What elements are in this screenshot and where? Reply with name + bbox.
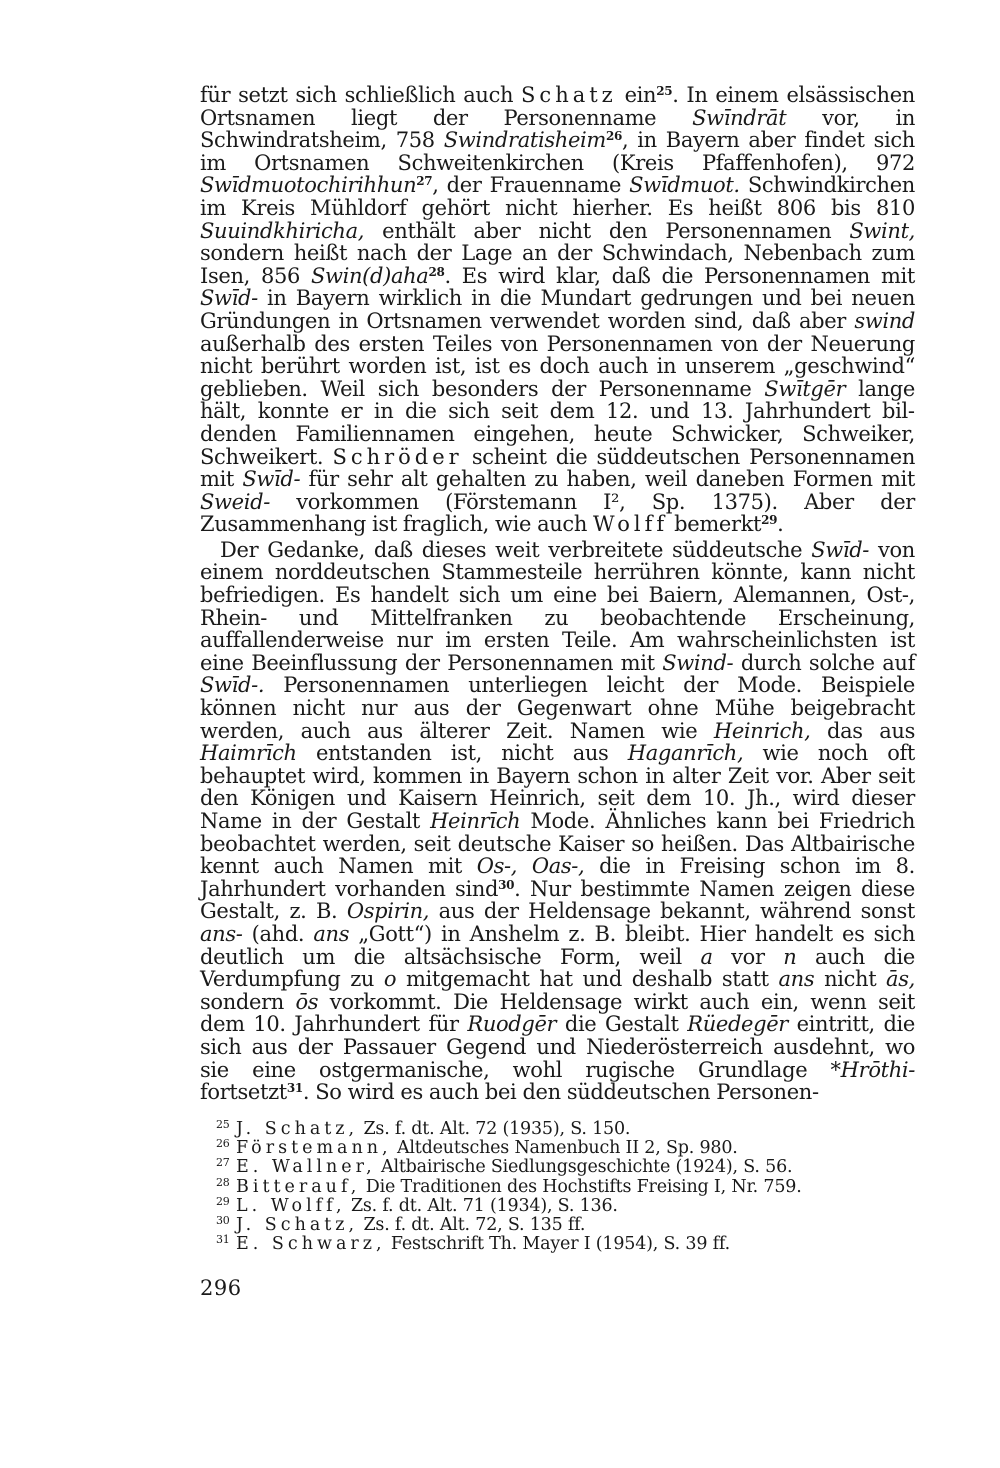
footnote-author: E. Wallner,: [236, 1157, 376, 1178]
italic-term: Swīd-: [242, 467, 301, 492]
text-run: .: [777, 512, 784, 537]
italic-term: a: [700, 944, 713, 969]
text-run: die in Freising schon im 8. Jahrhundert vorhanden sind: [200, 854, 915, 901]
text-run: (ahd.: [242, 921, 314, 946]
footnote-text: Altdeutsches Namenbuch II 2, Sp. 980.: [391, 1138, 738, 1159]
italic-term: swind: [854, 308, 915, 333]
text-run: für setzt sich schließlich auch: [200, 83, 522, 107]
italic-term: ans-: [200, 921, 243, 946]
spaced-author-name: Schröder: [332, 444, 463, 469]
text-run: vorkommen (Förstemann I², Sp. 1375). Aber der Zusammenhang ist fraglich, wie auch: [200, 489, 915, 537]
footnote: 31 E. Schwarz, Festschrift Th. Mayer I (1954), S. 39 ff.: [216, 1233, 730, 1255]
text-run: vor, in Schwindratsheim, 758: [200, 105, 916, 153]
text-run: lange hält, konnte er in die sich seit dem 12. und 13. Jahrhundert bildenden Familiennamen eingehen, heute Schwicker, Schweiker, Schweikert.: [200, 376, 915, 469]
footnote: 29 L. Wolff, Zs. f. dt. Alt. 71 (1934), S. 136.: [216, 1194, 618, 1216]
text-run: fortsetzt: [200, 1080, 287, 1105]
footnote-text: Die Traditionen des Hochstifts Freising I, Nr. 759.: [360, 1176, 802, 1197]
italic-term: Os-, Oas-,: [476, 854, 585, 879]
footnote-author: Förstemann,: [236, 1138, 392, 1159]
text-run: sondern: [200, 989, 296, 1014]
italic-term: Swin(d)aha: [310, 263, 429, 288]
italic-term: Swīd-: [200, 286, 258, 311]
text-run: durch solche auf: [733, 650, 915, 675]
italic-term: o: [383, 967, 397, 992]
text-run: nicht: [814, 967, 887, 992]
italic-term: ās,: [886, 967, 915, 992]
footnote: 27 E. Wallner, Altbairische Siedlungsgeschichte (1924), S. 56.: [216, 1156, 793, 1178]
text-run: in Bayern wirklich in die Mundart gedrungen und bei neuen Gründungen in Ortsnamen verwendet worden sind, daß aber: [200, 286, 915, 333]
footnote-ref: 25: [656, 84, 673, 98]
text-run: bemerkt: [668, 512, 762, 537]
text-run: vor: [712, 944, 784, 969]
italic-term: ans: [313, 921, 350, 946]
italic-term: Sweid-: [200, 489, 270, 514]
text-run: . In einem elsässischen Ortsnamen liegt der Personenname: [200, 83, 915, 130]
italic-term: Haimrīch: [200, 741, 297, 766]
italic-term: ōs: [295, 989, 319, 1014]
spaced-author-name: Wolff: [593, 512, 669, 537]
text-run: enthält aber nicht den Personennamen: [364, 218, 850, 243]
italic-term: Haganrīch,: [627, 741, 744, 766]
text-run: , in Bayern aber findet sich im Ortsnamen Schweitenkirchen (Kreis Pfaffenhofen), 972: [200, 128, 915, 175]
text-run: scheint die süddeutschen Personennamen mit: [200, 444, 915, 492]
text-run: entstanden ist, nicht aus: [296, 741, 628, 766]
footnote: 30 J. Schatz, Zs. f. dt. Alt. 72, S. 135 ff.: [216, 1214, 586, 1236]
italic-term: ans: [778, 967, 815, 992]
text-run: auch die Verdumpfung zu: [200, 944, 915, 992]
italic-term: Heinrīch: [430, 809, 521, 833]
text-run: für sehr alt gehalten zu haben, weil daneben Formen mit: [300, 467, 915, 492]
text-run: , der Frauenname: [432, 173, 630, 198]
italic-term: Swindratisheim: [443, 128, 606, 153]
footnote-author: E. Schwarz,: [236, 1234, 386, 1255]
footnote-author: Bitterauf,: [236, 1176, 361, 1197]
text-run: ein: [616, 83, 657, 107]
body-text: [200, 84, 915, 1104]
italic-term: Suuindkhiricha,: [200, 218, 365, 243]
italic-term: Heinrich,: [713, 718, 811, 743]
footnote-text: Zs. f. dt. Alt. 72 (1935), S. 150.: [358, 1119, 631, 1139]
footnote: 28 Bitterauf, Die Traditionen des Hochstifts Freising I, Nr. 759.: [216, 1175, 802, 1197]
text-run: . So wird es auch bei den süddeutschen Personen-: [302, 1080, 819, 1105]
italic-term: Swīdmuot.: [629, 173, 740, 198]
italic-term: Swind-: [662, 650, 734, 675]
italic-term: *Hrōthi-: [830, 1057, 915, 1082]
footnote-ref: 28: [428, 264, 445, 279]
footnote-ref: 27: [416, 174, 433, 189]
text-run: eintritt, die sich aus der Passauer Gegend und Niederösterreich ausdehnt, wo sie eine ostgermanische, wohl rugische Grundlage: [200, 1012, 916, 1082]
page-number: 296: [200, 1276, 242, 1300]
text-run: wie noch oft behauptet wird, kommen in Bayern schon in alter Zeit vor. Aber seit den Königen und Kaisern Heinrich, seit dem 10. Jh., wird dieser Name in der Gestalt: [200, 741, 915, 833]
text-run: aus der Heldensage bekannt, während sonst: [429, 899, 915, 924]
italic-term: Swīd-.: [200, 673, 265, 698]
footnote-ref: 30: [498, 877, 515, 892]
italic-term: Ruodgēr: [467, 1012, 557, 1037]
footnote-text: Altbairische Siedlungsgeschichte (1924), S. 56.: [375, 1157, 793, 1178]
footnote-text: Zs. f. dt. Alt. 72, S. 135 ff.: [358, 1215, 586, 1236]
italic-term: Swītgēr: [764, 376, 846, 401]
italic-term: Ospirin,: [346, 899, 430, 924]
paragraph: [200, 84, 915, 536]
footnote-author: J. Schatz,: [236, 1119, 359, 1139]
footnote-ref: 29: [761, 513, 778, 528]
text-run: „Gott“) in Anshelm z. B. bleibt. Hier handelt es sich deutlich um die altsächsische Form, weil: [200, 921, 915, 969]
text-run: außerhalb des ersten Teiles von Personennamen von der Neuerung nicht berührt worden ist, ist es doch auch in unserem „geschwind“ geblieben. Weil sich besonders der Personenname: [200, 331, 915, 401]
italic-term: n: [783, 944, 797, 969]
text-run: vorkommt. Die Heldensage wirkt auch ein, wenn seit dem 10. Jahrhundert für: [200, 989, 915, 1037]
text-run: das aus: [810, 718, 915, 743]
italic-term: Rüedegēr: [687, 1012, 788, 1037]
text-run: Personennamen unterliegen leicht der Mode. Beispiele können nicht nur aus der Gegenwart ohne Mühe beigebracht werden, auch aus älterer Zeit. Namen wie: [200, 673, 915, 743]
text-run: Mode. Ähnliches kann bei Friedrich beobachtet werden, seit deutsche Kaiser so heißen. Das Altbairische kennt auch Namen mit: [200, 809, 916, 879]
italic-term: Swint,: [849, 218, 915, 243]
footnote-author: L. Wolff,: [236, 1195, 346, 1216]
spaced-author-name: Schatz: [521, 83, 617, 107]
text-run: von einem norddeutschen Stammesteile herrühren könnte, kann nicht befriedigen. Es handelt sich um eine bei Baiern, Alemannen, Ost-, Rhein- und Mittelfranken zu beobachtende Erscheinung, auffallenderweise nur im ersten Teile. Am wahrscheinlichsten ist eine Beeinflussung der Personennamen mit: [200, 537, 915, 675]
text-run: Schwindkirchen im Kreis Mühldorf gehört nicht hierher. Es heißt 806 bis 810: [200, 173, 915, 220]
footnote-ref: 26: [605, 129, 622, 144]
paragraph: [200, 539, 915, 1104]
text-run: . Es wird klar, daß die Personennamen mit: [444, 263, 915, 288]
footnote-ref: 31: [286, 1081, 303, 1096]
italic-term: Swīndrāt: [692, 105, 787, 130]
text-run: sondern heißt nach der Lage an der Schwindach, Nebenbach zum Isen, 856: [200, 241, 915, 288]
footnote-text: Festschrift Th. Mayer I (1954), S. 39 ff.: [385, 1234, 730, 1255]
italic-term: Swīd-: [811, 537, 870, 562]
text-run: die Gestalt: [556, 1012, 688, 1037]
text-run: mitgemacht hat und deshalb statt: [396, 967, 779, 992]
footnote: 26 Förstemann, Altdeutsches Namenbuch II 2, Sp. 980.: [216, 1137, 738, 1159]
footnote-text: Zs. f. dt. Alt. 71 (1934), S. 136.: [345, 1195, 618, 1216]
footnote: 25 J. Schatz, Zs. f. dt. Alt. 72 (1935), S. 150.: [216, 1118, 631, 1139]
italic-term: Swīdmuotochirihhun: [200, 173, 417, 198]
text-run: Der Gedanke, daß dieses weit verbreitete süddeutsche: [220, 537, 812, 562]
footnote-author: J. Schatz,: [236, 1215, 359, 1236]
footnotes: [216, 1120, 856, 1254]
text-run: . Nur bestimmte Namen zeigen diese Gestalt, z. B.: [200, 876, 915, 924]
